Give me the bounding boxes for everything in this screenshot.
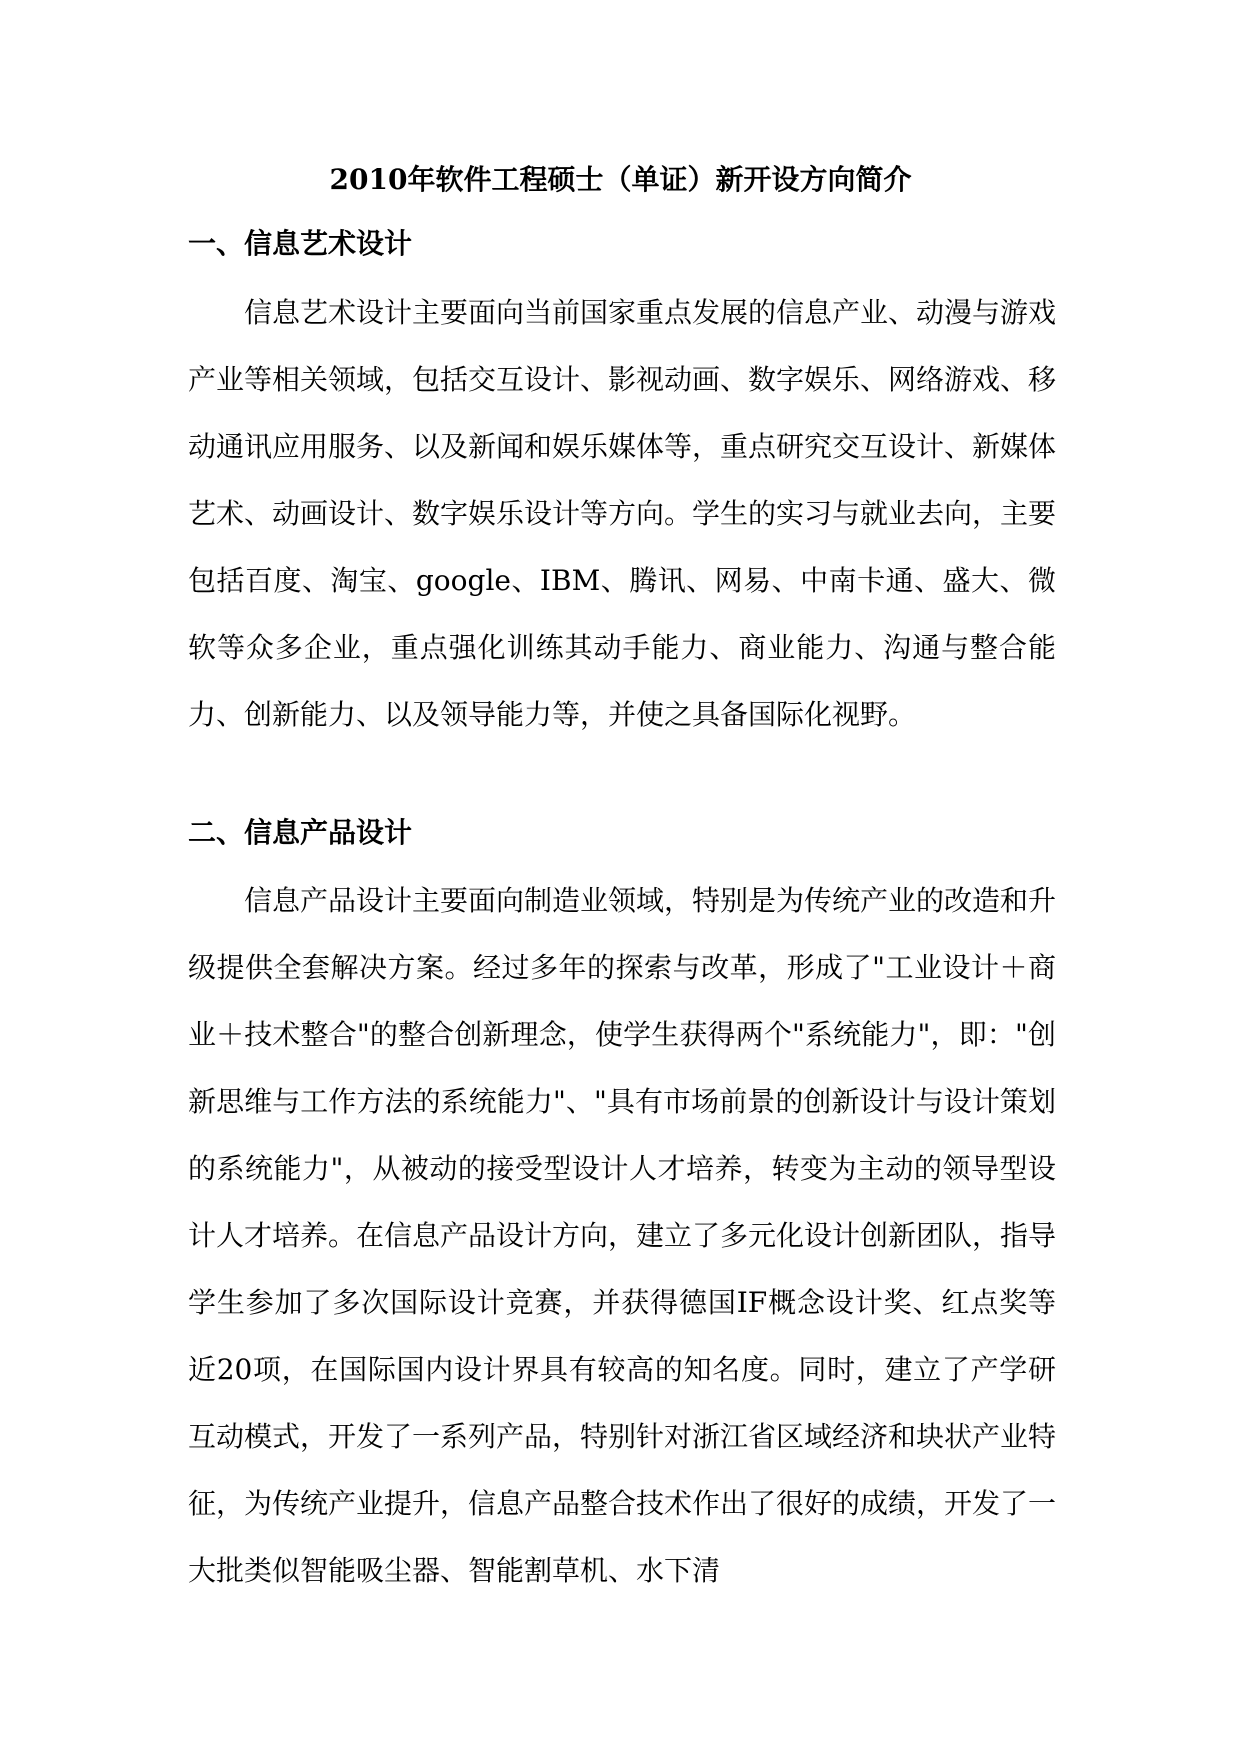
document-title: 2010年软件工程硕士（单证）新开设方向简介 <box>329 163 912 196</box>
section-heading-information-art-design: 一、信息艺术设计 <box>188 227 413 260</box>
section-paragraph-information-art-design: 信息艺术设计主要面向当前国家重点发展的信息产业、动漫与游戏产业等相关领域，包括交互设计、影视动画、数字娱乐、网络游戏、移动通讯应用服务、以及新闻和娱乐媒体等，重点研究交互设计、新媒体艺术、动画设计、数字娱乐设计等方向。学生的实习与就业去向，主要包括百度、淘宝、google、IBM、腾讯、网易、中南卡通、盛大、微软等众多企业，重点强化训练其动手能力、商业能力、沟通与整合能力、创新能力、以及领导能力等，并使之具备国际化视野。 <box>188 296 1057 731</box>
section-paragraph-information-product-design: 信息产品设计主要面向制造业领域，特别是为传统产业的改造和升级提供全套解决方案。经过多年的探索与改革，形成了"工业设计＋商业＋技术整合"的整合创新理念，使学生获得两个"系统能力"，即："创新思维与工作方法的系统能力"、"具有市场前景的创新设计与设计策划的系统能力"，从被动的接受型设计人才培养，转变为主动的领导型设计人才培养。在信息产品设计方向，建立了多元化设计创新团队，指导学生参加了多次国际设计竞赛，并获得德国IF概念设计奖、红点奖等近20项，在国际国内设计界具有较高的知名度。同时，建立了产学研互动模式，开发了一系列产品，特别针对浙江省区域经济和块状产业特征，为传统产业提升，信息产品整合技术作出了很好的成绩，开发了一大批类似智能吸尘器、智能割草机、水下清 <box>188 884 1056 1587</box>
section-heading-information-product-design: 二、信息产品设计 <box>188 816 413 849</box>
